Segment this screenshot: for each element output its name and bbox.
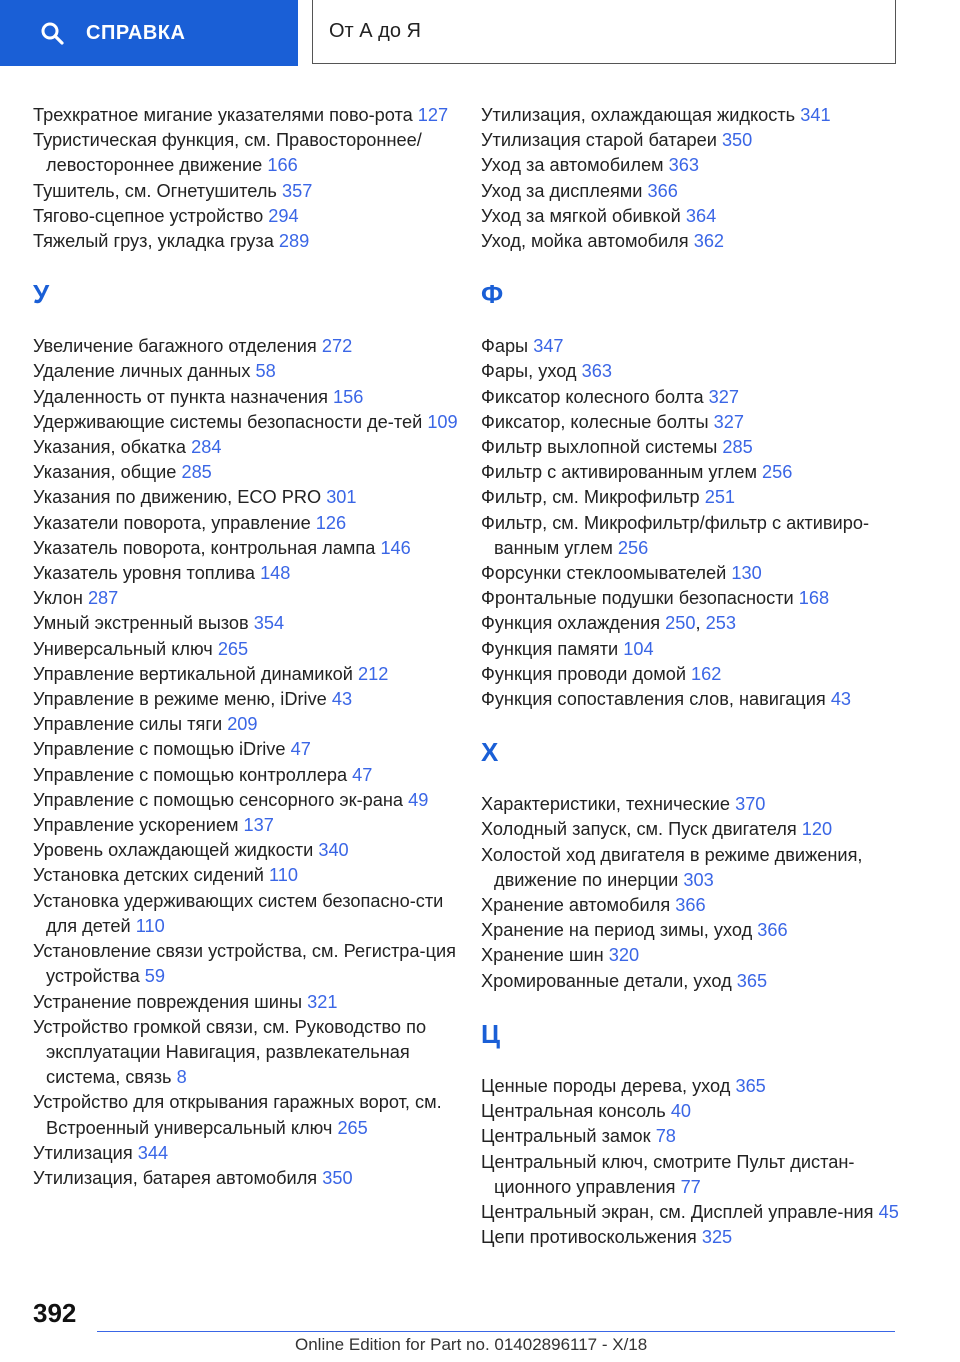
index-entry-text: Универсальный ключ <box>33 638 213 659</box>
page-link[interactable]: 350 <box>322 1167 353 1188</box>
search-icon <box>40 21 64 45</box>
page-link[interactable]: 253 <box>705 613 736 634</box>
page-link[interactable]: 43 <box>830 689 852 710</box>
index-entry-text: Центральный экран, см. Дисплей управле-ния <box>481 1201 874 1222</box>
page-link[interactable]: 285 <box>181 462 212 483</box>
index-entry-text: Управление с помощью сенсорного эк-рана <box>33 789 404 810</box>
index-entry-text: Хранение автомобиля <box>481 895 671 916</box>
page-link[interactable]: 209 <box>227 714 258 735</box>
index-entry-text: Управление с помощью контроллера <box>33 764 348 785</box>
index-entry-text: Фильтр с активированным углем <box>481 462 757 483</box>
index-entry-text: Холодный запуск, см. Пуск двигателя <box>481 819 797 840</box>
index-entry <box>481 969 921 994</box>
index-entry-text: Управление в режиме меню, iDrive <box>33 689 327 710</box>
index-entry <box>481 561 921 586</box>
index-entry <box>33 939 463 989</box>
footer-divider <box>97 1331 895 1332</box>
index-entry <box>481 843 921 893</box>
index-entry <box>33 813 463 838</box>
index-entry <box>481 1074 921 1099</box>
page-link[interactable]: 285 <box>722 437 753 458</box>
page-link[interactable]: 77 <box>680 1176 701 1197</box>
index-entry <box>481 153 921 178</box>
page-link[interactable]: 110 <box>269 865 299 886</box>
index-entry-text: Центральный замок <box>481 1126 651 1147</box>
page-link[interactable]: 251 <box>704 487 736 508</box>
page-link[interactable]: 366 <box>757 920 788 941</box>
page-link[interactable]: 212 <box>357 663 389 684</box>
index-entry <box>33 229 463 254</box>
index-entry-text: Фиксатор колесного болта <box>481 386 704 407</box>
index-entry <box>33 889 463 939</box>
index-entry-text: Холостой ход двигателя в режиме движения, движение по инерции <box>481 844 863 890</box>
index-entry-text: Тяжелый груз, укладка груза <box>33 231 274 252</box>
section-title: От А до Я <box>329 20 421 42</box>
edition-text: Online Edition for Part no. 01402896117 - X/18 <box>295 1335 648 1354</box>
index-entry <box>33 1015 463 1091</box>
index-entry-text: Тягово-сцепное устройство <box>33 205 264 226</box>
index-entry-text: Утилизация, батарея автомобиля <box>33 1167 318 1188</box>
index-entry <box>33 204 463 229</box>
index-entry <box>481 943 921 968</box>
index-column-left <box>33 103 463 1191</box>
page-link[interactable]: 45 <box>878 1201 899 1222</box>
index-entry-text: Утилизация старой батареи <box>481 130 717 151</box>
index-entry <box>33 460 463 485</box>
page-number: 392 <box>33 1298 77 1328</box>
index-letter-heading: Х <box>481 737 499 768</box>
index-entry <box>481 103 921 128</box>
index-entry-text: Фильтр, см. Микрофильтр <box>481 487 700 508</box>
index-entry-text: Умный экстренный вызов <box>33 613 249 634</box>
index-entry <box>33 103 463 128</box>
index-entry <box>33 410 463 435</box>
page-link[interactable]: 40 <box>670 1101 692 1122</box>
page-link[interactable]: 294 <box>268 205 299 226</box>
page-link[interactable]: 127 <box>417 105 449 125</box>
search-tab-label: СПРАВКА <box>86 21 186 44</box>
index-entry-text: Уход за мягкой обивкой <box>481 205 681 226</box>
index-entry-text: Форсунки стеклоомывателей <box>481 563 727 584</box>
page-link[interactable]: 256 <box>762 462 793 483</box>
index-entry-text: Указатели поворота, управление <box>33 512 311 533</box>
index-entry-text: Указатель уровня топлива <box>33 563 255 584</box>
page-link[interactable]: 156 <box>333 386 364 407</box>
index-entry <box>481 229 921 254</box>
page-link[interactable]: 148 <box>260 563 291 584</box>
page-link[interactable]: 47 <box>290 739 311 760</box>
page-link[interactable]: 272 <box>321 336 353 357</box>
index-entry <box>481 359 921 384</box>
page-link[interactable]: 284 <box>191 437 222 458</box>
page-link[interactable]: 370 <box>735 794 766 815</box>
index-entry <box>481 817 921 842</box>
index-entry-text: Функция сопоставления слов, навигация <box>481 689 826 710</box>
index-entry <box>481 893 921 918</box>
index-entry <box>33 385 463 410</box>
index-letter-heading: Ц <box>481 1018 500 1049</box>
index-entry <box>33 511 463 536</box>
index-entry <box>33 611 463 636</box>
index-entry-text: Уход за дисплеями <box>481 180 643 201</box>
index-entry <box>481 687 921 712</box>
page-link[interactable]: 327 <box>708 386 740 407</box>
index-entry <box>33 435 463 460</box>
index-entry <box>33 334 463 359</box>
index-entry <box>481 485 921 510</box>
index-entry-text: Устройство громкой связи, см. Руководство по эксплуатации Навигация, развлекательная система, связь <box>33 1016 427 1088</box>
page-link[interactable]: 347 <box>533 336 564 357</box>
index-entry <box>481 334 921 359</box>
index-entry <box>33 737 463 762</box>
index-entry-text: Функция проводи домой <box>481 663 686 684</box>
index-entry-text: Хранение на период зимы, уход <box>481 920 753 941</box>
page-link[interactable]: 162 <box>691 663 722 684</box>
page-link[interactable]: 104 <box>623 638 654 659</box>
index-entry-text: Хранение шин <box>481 945 604 966</box>
index-entry <box>33 662 463 687</box>
index-entry-text: Фронтальные подушки безопасности <box>481 588 794 609</box>
index-entry <box>33 128 463 178</box>
index-entry-text: Уклон <box>33 588 83 609</box>
index-entry: Функция охлаждения 250, 253 <box>481 613 736 634</box>
index-entry-text: Уход за автомобилем <box>481 155 664 176</box>
page-link[interactable]: 321 <box>307 991 338 1012</box>
page-link[interactable]: 320 <box>608 945 640 966</box>
index-entry <box>481 1099 921 1124</box>
index-entry <box>481 637 921 662</box>
index-entry-text: Управление вертикальной динамикой <box>33 663 353 684</box>
index-entry-text: Утилизация, охлаждающая жидкость <box>481 105 796 125</box>
page-link[interactable]: 366 <box>647 180 678 201</box>
page-link[interactable]: 354 <box>253 613 285 634</box>
page-link[interactable]: 303 <box>683 869 714 890</box>
index-entry <box>481 586 921 611</box>
index-entry-text: Хромированные детали, уход <box>481 970 732 991</box>
index-entry <box>33 586 463 611</box>
index-entry-text: Функция памяти <box>481 638 619 659</box>
index-entry-text: Уровень охлаждающей жидкости <box>33 840 314 861</box>
index-entry <box>481 1225 921 1250</box>
index-entry <box>33 1090 463 1140</box>
page-link[interactable]: 301 <box>326 487 357 508</box>
page-link[interactable]: 364 <box>685 205 717 226</box>
page-link[interactable]: 340 <box>318 840 349 861</box>
page-link[interactable]: 365 <box>736 970 768 991</box>
page-link[interactable]: 357 <box>281 180 313 201</box>
page-link[interactable]: 166 <box>267 155 298 176</box>
index-entry <box>481 1200 921 1225</box>
index-entry-text: Тушитель, см. Огнетушитель <box>33 180 277 201</box>
top-bar <box>0 0 960 66</box>
index-entry-text: Устройство для открывания гаражных ворот, см. Встроенный универсальный ключ <box>33 1092 442 1138</box>
index-entry-text: Указания по движению, ECO PRO <box>33 487 322 508</box>
page-link[interactable]: 59 <box>144 966 165 987</box>
page-link[interactable]: 146 <box>380 537 411 558</box>
index-entry-text: Увеличение багажного отделения <box>33 336 317 357</box>
section-title-tab[interactable] <box>312 0 896 64</box>
index-entry <box>33 561 463 586</box>
index-entry-text: Управление ускорением <box>33 815 239 836</box>
index-entry-text: Установка удерживающих систем безопасно-сти для детей <box>33 890 444 936</box>
page-link[interactable]: 325 <box>701 1227 733 1248</box>
index-entry-text: Трехкратное мигание указателями пово-рота <box>33 105 413 125</box>
index-entry <box>481 128 921 153</box>
index-entry <box>33 990 463 1015</box>
index-entry-text: Указатель поворота, контрольная лампа <box>33 537 376 558</box>
index-column-right <box>481 103 921 1250</box>
index-entry <box>33 637 463 662</box>
page-link[interactable]: 137 <box>243 815 274 836</box>
index-entry <box>481 662 921 687</box>
page-link[interactable]: 363 <box>581 361 612 382</box>
index-entry <box>33 359 463 384</box>
index-entry <box>33 536 463 561</box>
page-link[interactable]: 47 <box>352 764 373 785</box>
index-entry-text: Удерживающие системы безопасности де-тей <box>33 411 423 432</box>
index-entry <box>33 712 463 737</box>
page-link[interactable]: 256 <box>617 537 649 558</box>
index-entry-text: Устранение повреждения шины <box>33 991 303 1012</box>
index-entry-text: Функция охлаждения <box>481 613 661 634</box>
page-link[interactable]: 365 <box>735 1075 766 1096</box>
page-link[interactable]: 341 <box>800 105 831 125</box>
page-link[interactable]: 58 <box>255 361 276 382</box>
index-entry <box>481 204 921 229</box>
index-letter-heading: У <box>33 279 50 310</box>
page-link[interactable]: 8 <box>176 1067 187 1088</box>
index-entry-text: Удаление личных данных <box>33 361 251 382</box>
index-entry <box>481 179 921 204</box>
page-link[interactable]: 344 <box>137 1142 169 1163</box>
page-link[interactable]: 366 <box>675 895 706 916</box>
index-entry <box>481 918 921 943</box>
index-entry <box>481 435 921 460</box>
index-entry <box>33 485 463 510</box>
index-entry-text: Указания, обкатка <box>33 437 187 458</box>
page-link[interactable]: 78 <box>655 1126 676 1147</box>
index-entry-text: Управление с помощью iDrive <box>33 739 286 760</box>
page-link[interactable]: 110 <box>135 915 165 936</box>
page-link[interactable]: 109 <box>427 411 458 432</box>
index-entry-text: Центральная консоль <box>481 1101 666 1122</box>
index-entry-text: Уход, мойка автомобиля <box>481 231 689 252</box>
index-entry <box>481 460 921 485</box>
index-entry-text: Фильтр выхлопной системы <box>481 437 718 458</box>
index-entry <box>481 792 921 817</box>
index-entry <box>481 385 921 410</box>
index-entry <box>481 1150 921 1200</box>
index-entry <box>33 838 463 863</box>
index-entry <box>33 1141 463 1166</box>
index-entry <box>33 179 463 204</box>
page-link[interactable]: 362 <box>693 231 725 252</box>
index-entry-text: Цепи противоскольжения <box>481 1227 697 1248</box>
page-link[interactable]: 168 <box>798 588 830 609</box>
index-entry-text: Характеристики, технические <box>481 794 731 815</box>
index-entry-text: Ценные породы дерева, уход <box>481 1075 731 1096</box>
index-entry-text: Центральный ключ, смотрите Пульт дистан-ционного управления <box>481 1151 855 1197</box>
index-entry <box>33 1166 463 1191</box>
page-link[interactable]: 43 <box>331 689 353 710</box>
index-entry-text: Фильтр, см. Микрофильтр/фильтр с активиро-ванным углем <box>481 512 870 558</box>
index-letter-heading: Ф <box>481 279 504 310</box>
index-entry-text: Туристическая функция, см. Правостороннее/левостороннее движение <box>33 130 422 176</box>
index-entry-text: Указания, общие <box>33 462 177 483</box>
page-link[interactable]: 363 <box>668 155 699 176</box>
page-link[interactable]: 327 <box>713 411 744 432</box>
index-entry-text: Установка детских сидений <box>33 865 264 886</box>
index-entry-text: Фары <box>481 336 529 357</box>
index-entry-text: Удаленность от пункта назначения <box>33 386 328 407</box>
index-entry-text: Управление силы тяги <box>33 714 223 735</box>
page-link[interactable]: 130 <box>731 563 762 584</box>
index-entry <box>481 410 921 435</box>
index-entry <box>33 863 463 888</box>
index-entry <box>33 763 463 788</box>
page-link[interactable]: 250 <box>665 613 696 634</box>
page-link[interactable]: 265 <box>217 638 249 659</box>
index-entry-text: Фары, уход <box>481 361 577 382</box>
index-entry <box>481 1124 921 1149</box>
page-link[interactable]: 120 <box>801 819 833 840</box>
page-link[interactable]: 265 <box>337 1117 368 1138</box>
index-entry <box>33 687 463 712</box>
page-link[interactable]: 126 <box>315 512 347 533</box>
page-link[interactable]: 289 <box>278 231 310 252</box>
page-link[interactable]: 287 <box>87 588 119 609</box>
index-entry <box>481 511 921 561</box>
page-link[interactable]: 350 <box>721 130 753 151</box>
index-entry-text: Фиксатор, колесные болты <box>481 411 709 432</box>
index-entry <box>33 788 463 813</box>
index-entry-text: Установление связи устройства, см. Регистра-ция устройства <box>33 941 457 987</box>
search-tab[interactable] <box>0 0 298 66</box>
page-link[interactable]: 49 <box>408 789 429 810</box>
index-entry-text: Утилизация <box>33 1142 133 1163</box>
